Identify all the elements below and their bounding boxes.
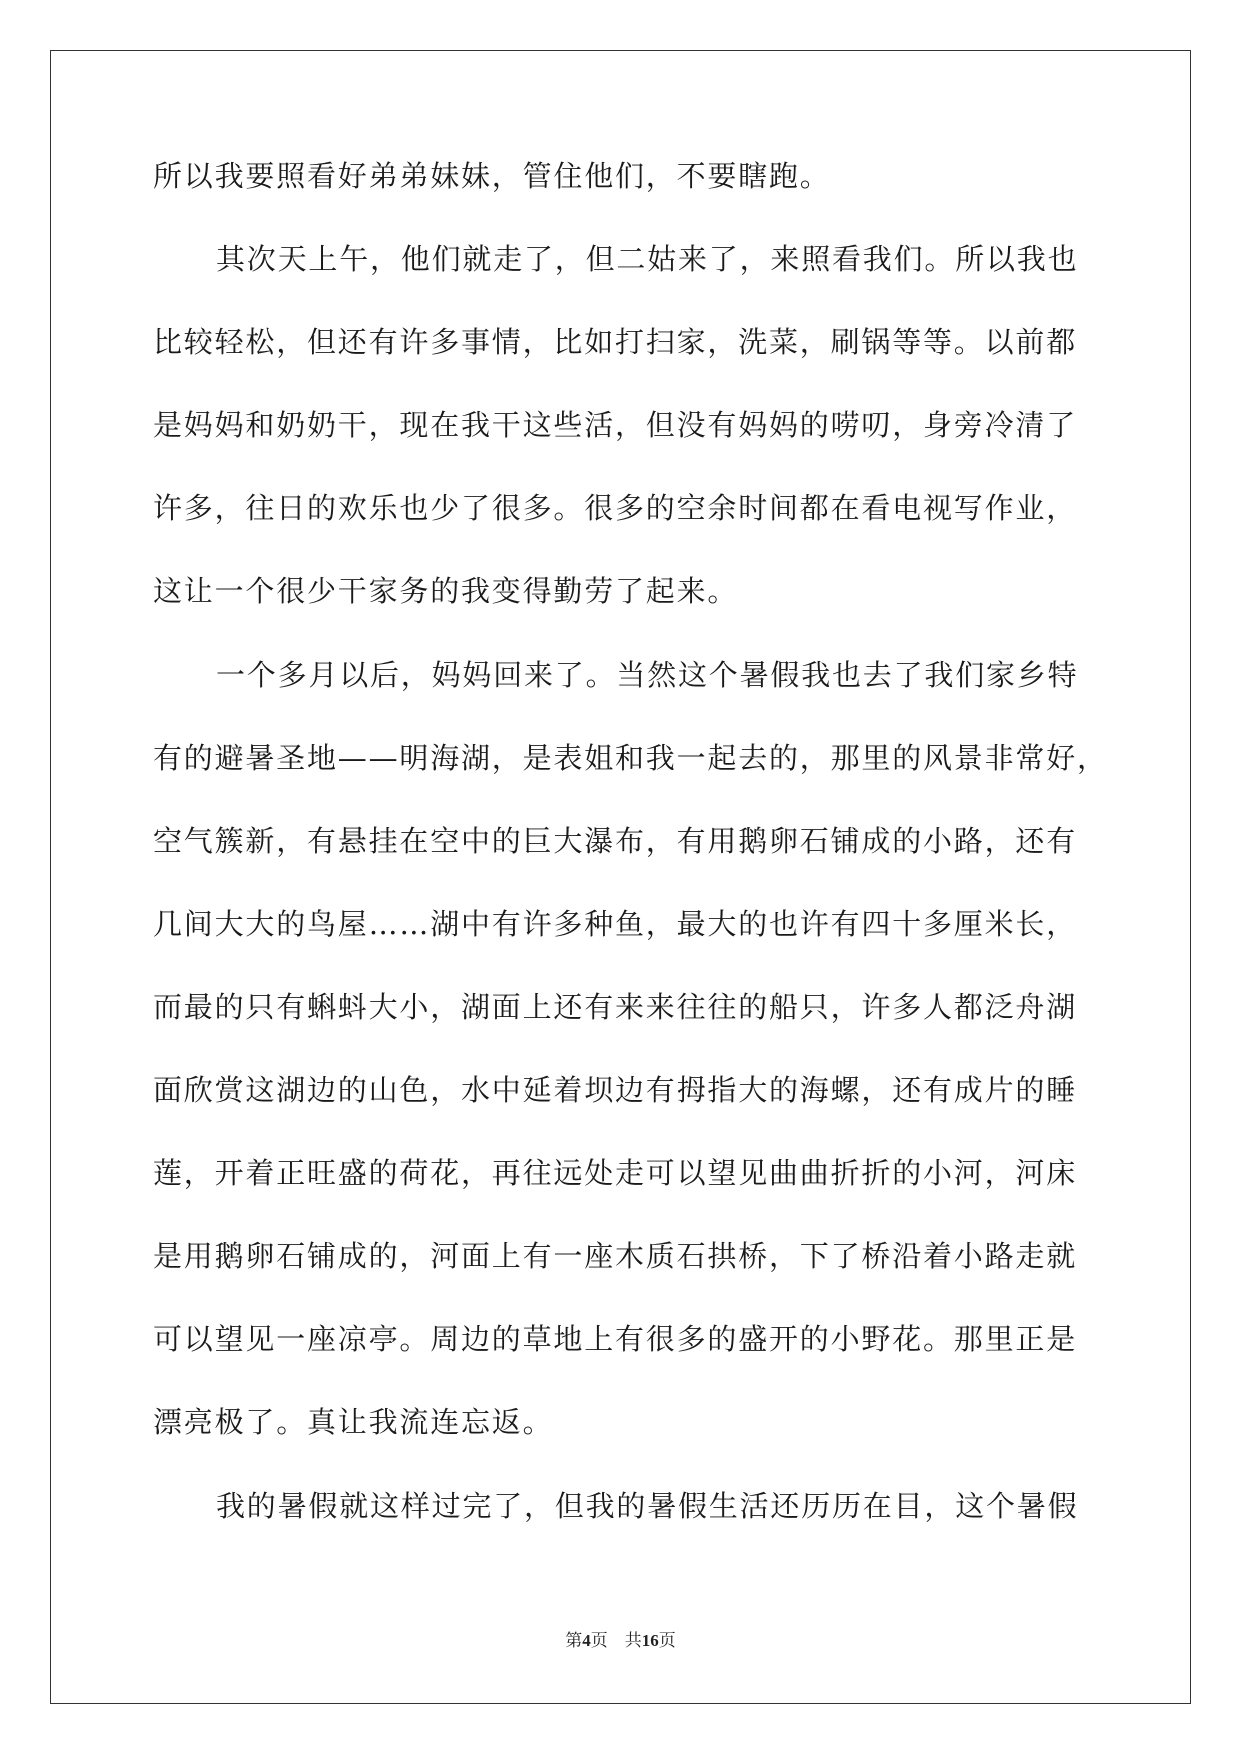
- document-body: [153, 159, 1108, 1573]
- text-line: 空气簇新，有悬挂在空中的巨大瀑布，有用鹅卵石铺成的小路，还有: [153, 823, 1078, 858]
- text-line: 许多，往日的欢乐也少了很多。很多的空余时间都在看电视写作业，: [153, 491, 1078, 526]
- text-line: 其次天上午，他们就走了，但二姑来了，来照看我们。所以我也: [216, 242, 1079, 277]
- text-line: 我的暑假就这样过完了，但我的暑假生活还历历在目，这个暑假: [216, 1488, 1079, 1523]
- text-line: 所以我要照看好弟弟妹妹，管住他们，不要瞎跑。: [153, 159, 831, 193]
- text-line: 是妈妈和奶奶干，现在我干这些活，但没有妈妈的唠叨，身旁冷清了: [153, 408, 1078, 443]
- page-number: 4: [582, 1631, 591, 1650]
- text-line: 这让一个很少干家务的我变得勤劳了起来。: [153, 574, 739, 609]
- page-prefix: 第: [565, 1631, 583, 1650]
- total-unit: 页: [658, 1631, 676, 1650]
- total-pages: 16: [641, 1631, 659, 1650]
- text-line: 而最的只有蝌蚪大小，湖面上还有来来往往的船只，许多人都泛舟湖: [153, 989, 1078, 1024]
- text-line: 是用鹅卵石铺成的，河面上有一座木质石拱桥，下了桥沿着小路走就: [153, 1239, 1078, 1274]
- text-line: 莲，开着正旺盛的荷花，再往远处走可以望见曲曲折折的小河，河床: [153, 1156, 1078, 1191]
- text-line: 漂亮极了。真让我流连忘返。: [153, 1405, 554, 1440]
- text-line: 一个多月以后，妈妈回来了。当然这个暑假我也去了我们家乡特: [216, 657, 1079, 692]
- text-line: 比较轻松，但还有许多事情，比如打扫家，洗菜，刷锅等等。以前都: [153, 325, 1078, 360]
- page-footer: [0, 1626, 1241, 1651]
- text-line: 面欣赏这湖边的山色，水中延着坝边有拇指大的海螺，还有成片的睡: [153, 1073, 1078, 1108]
- page-unit: 页: [590, 1631, 608, 1650]
- text-line: 几间大大的鸟屋……湖中有许多种鱼，最大的也许有四十多厘米长，: [153, 906, 1078, 941]
- text-line: 有的避暑圣地——明海湖，是表姐和我一起去的，那里的风景非常好，: [153, 740, 1108, 775]
- total-prefix: 共: [624, 1631, 642, 1650]
- text-line: 可以望见一座凉亭。周边的草地上有很多的盛开的小野花。那里正是: [153, 1322, 1078, 1357]
